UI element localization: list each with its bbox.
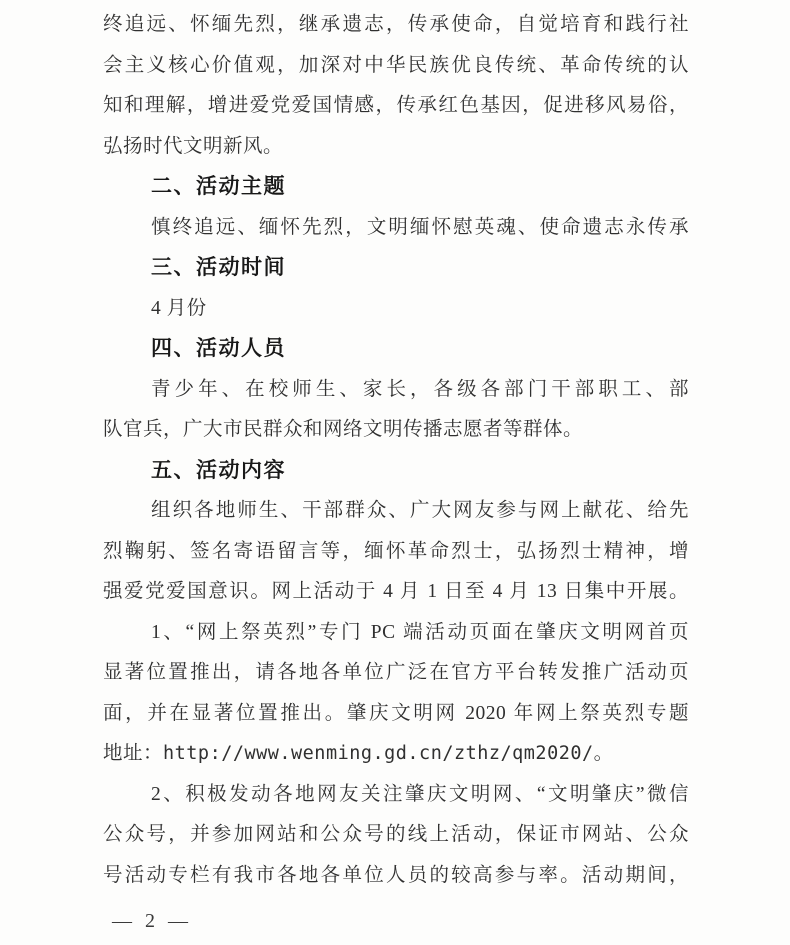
section-heading-theme: 二、活动主题 [151,175,286,198]
section-heading-time: 三、活动时间 [151,256,286,279]
section-line: 2、积极发动各地网友关注肇庆文明网、“文明肇庆”微信 [151,783,689,805]
intro-line: 知和理解，增进爱党爱国情感，传承红色基因，促进移风易俗， [103,95,689,116]
address-period: 。 [593,743,614,764]
section-line: 1、“网上祭英烈”专门 PC 端活动页面在肇庆文明网首页 [151,621,689,643]
section-line: 慎终追远、缅怀先烈，文明缅怀慰英魂、使命遗志永传承 [151,216,689,238]
address-label: 地址： [103,743,164,764]
intro-line: 终追远、怀缅先烈，继承遗志，传承使命，自觉培育和践行社 [103,14,689,35]
section-line: 显著位置推出，请各地各单位广泛在官方平台转发推广活动页 [103,662,689,683]
section-line: 组织各地师生、干部群众、广大网友参与网上献花、给先 [151,500,689,521]
section-heading-participants: 四、活动人员 [151,337,286,360]
section-line: 公众号，并参加网站和公众号的线上活动，保证市网站、公众 [103,824,689,845]
section-line: 青少年、在校师生、家长，各级各部门干部职工、部 [151,378,689,400]
section-line: 队官兵，广大市民群众和网络文明传播志愿者等群体。 [103,419,584,440]
intro-line: 会主义核心价值观，加深对中华民族优良传统、革命传统的认 [103,54,689,76]
section-line: 号活动专栏有我市各地各单位人员的较高参与率。活动期间， [103,864,689,886]
section-heading-content: 五、活动内容 [151,458,286,482]
section-line: 强爱党爱国意识。网上活动于 4 月 1 日至 4 月 13 日集中开展。 [103,581,689,602]
document-body [103,5,689,896]
page-number: — 2 — [112,910,192,932]
intro-line: 弘扬时代文明新风。 [103,135,284,157]
section-line: 面，并在显著位置推出。肇庆文明网 2020 年网上祭英烈专题 [103,702,689,724]
section-line: 烈鞠躬、签名寄语留言等，缅怀革命烈士，弘扬烈士精神，增 [103,540,689,562]
url-text: http://www.wenming.gd.cn/zthz/qm2020/ [163,743,594,764]
address-line [103,734,689,775]
section-line: 4 月份 [151,297,207,319]
